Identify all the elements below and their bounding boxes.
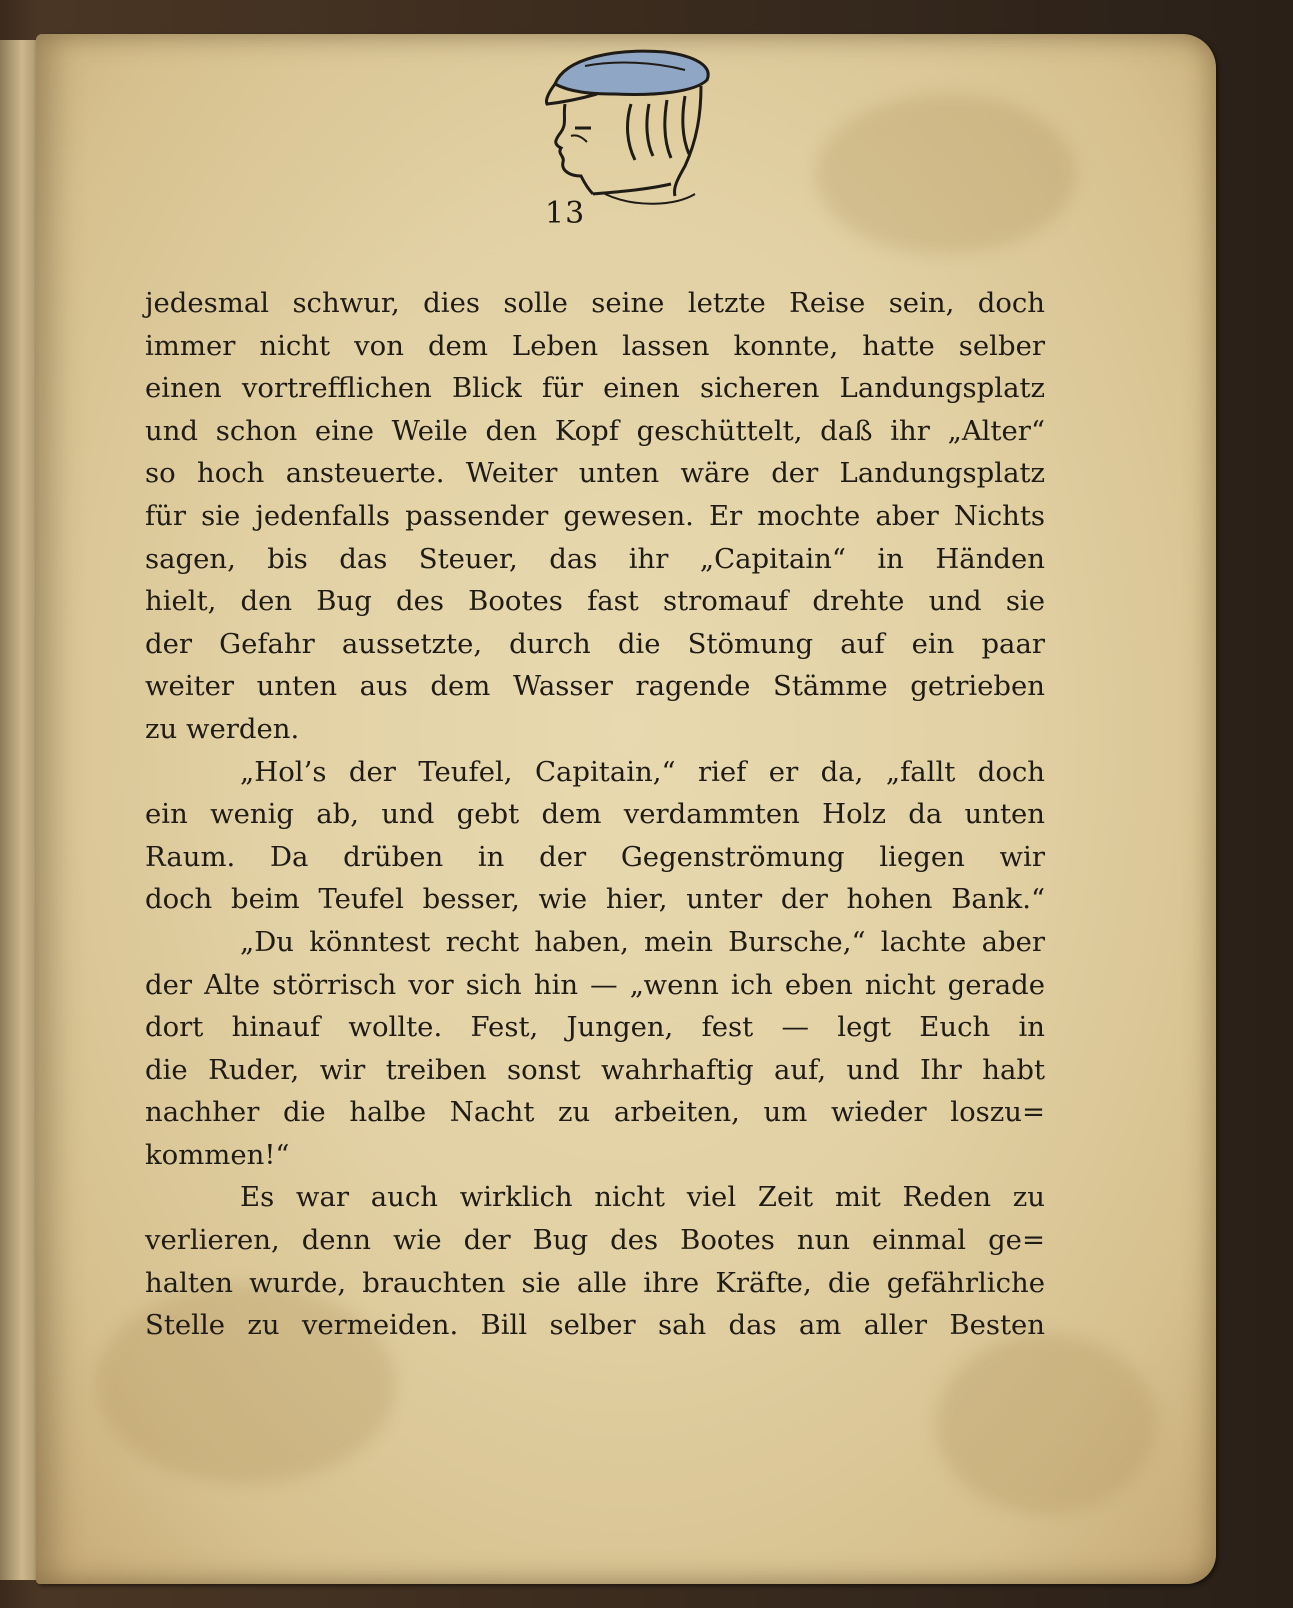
text-line: so hoch ansteuerte. Weiter unten wäre der Landungsplatz (145, 457, 1045, 490)
text-line: jedesmal schwur, dies solle seine letzte Reise sein, doch (145, 287, 1045, 319)
text-line: „Du könntest recht haben, mein Bursche,“ lachte aber (240, 925, 1045, 958)
text-line: sagen, bis das Steuer, das ihr „Capitain“ in Händen (145, 542, 1045, 575)
text-line: halten wurde, brauchten sie alle ihre Kräfte, die gefährliche (145, 1266, 1045, 1299)
text-line: und schon eine Weile den Kopf geschüttelt, daß ihr „Alter“ (145, 414, 1045, 447)
text-line: kommen!“ (145, 1138, 290, 1171)
text-line: zu werden. (145, 712, 300, 745)
text-line: Raum. Da drüben in der Gegenströmung liegen wir (145, 840, 1045, 873)
text-line: Stelle zu vermeiden. Bill selber sah das am aller Besten (145, 1309, 1045, 1342)
page-number: 13 (545, 196, 586, 231)
text-line: der Gefahr aussetzte, durch die Stömung auf ein paar (145, 627, 1045, 660)
text-line: nachher die halbe Nacht zu arbeiten, um wieder loszu= (145, 1096, 1045, 1129)
text-line: die Ruder, wir treiben sonst wahrhaftig auf, und Ihr habt (145, 1053, 1045, 1086)
text-line: hielt, den Bug des Bootes fast stromauf drehte und sie (145, 585, 1045, 618)
text-line: der Alte störrisch vor sich hin — „wenn ich eben nicht gerade (145, 968, 1045, 1001)
text-line: verlieren, denn wie der Bug des Bootes nun einmal ge= (145, 1224, 1045, 1257)
paper-stain (816, 94, 1076, 254)
text-line: dort hinauf wollte. Fest, Jungen, fest — legt Euch in (145, 1011, 1045, 1044)
text-line: immer nicht von dem Leben lassen konnte, hatte selber (145, 329, 1045, 362)
text-line: Es war auch wirklich nicht viel Zeit mit Reden zu (240, 1181, 1045, 1214)
text-line: ein wenig ab, und gebt dem verdammten Holz da unten (145, 798, 1045, 831)
text-line: für sie jedenfalls passender gewesen. Er mochte aber Nichts (145, 499, 1045, 532)
paper-stain (936, 1334, 1156, 1514)
text-line: doch beim Teufel besser, wie hier, unter der hohen Bank.“ (145, 883, 1045, 916)
text-line: einen vortrefflichen Blick für einen sicheren Landungsplatz (145, 372, 1045, 405)
page-text (145, 282, 1045, 1347)
text-line: weiter unten aus dem Wasser ragende Stämme getrieben (145, 670, 1045, 703)
text-line: „Hol’s der Teufel, Capitain,“ rief er da, „fallt doch (240, 755, 1045, 788)
head-with-cap-icon (545, 44, 725, 214)
